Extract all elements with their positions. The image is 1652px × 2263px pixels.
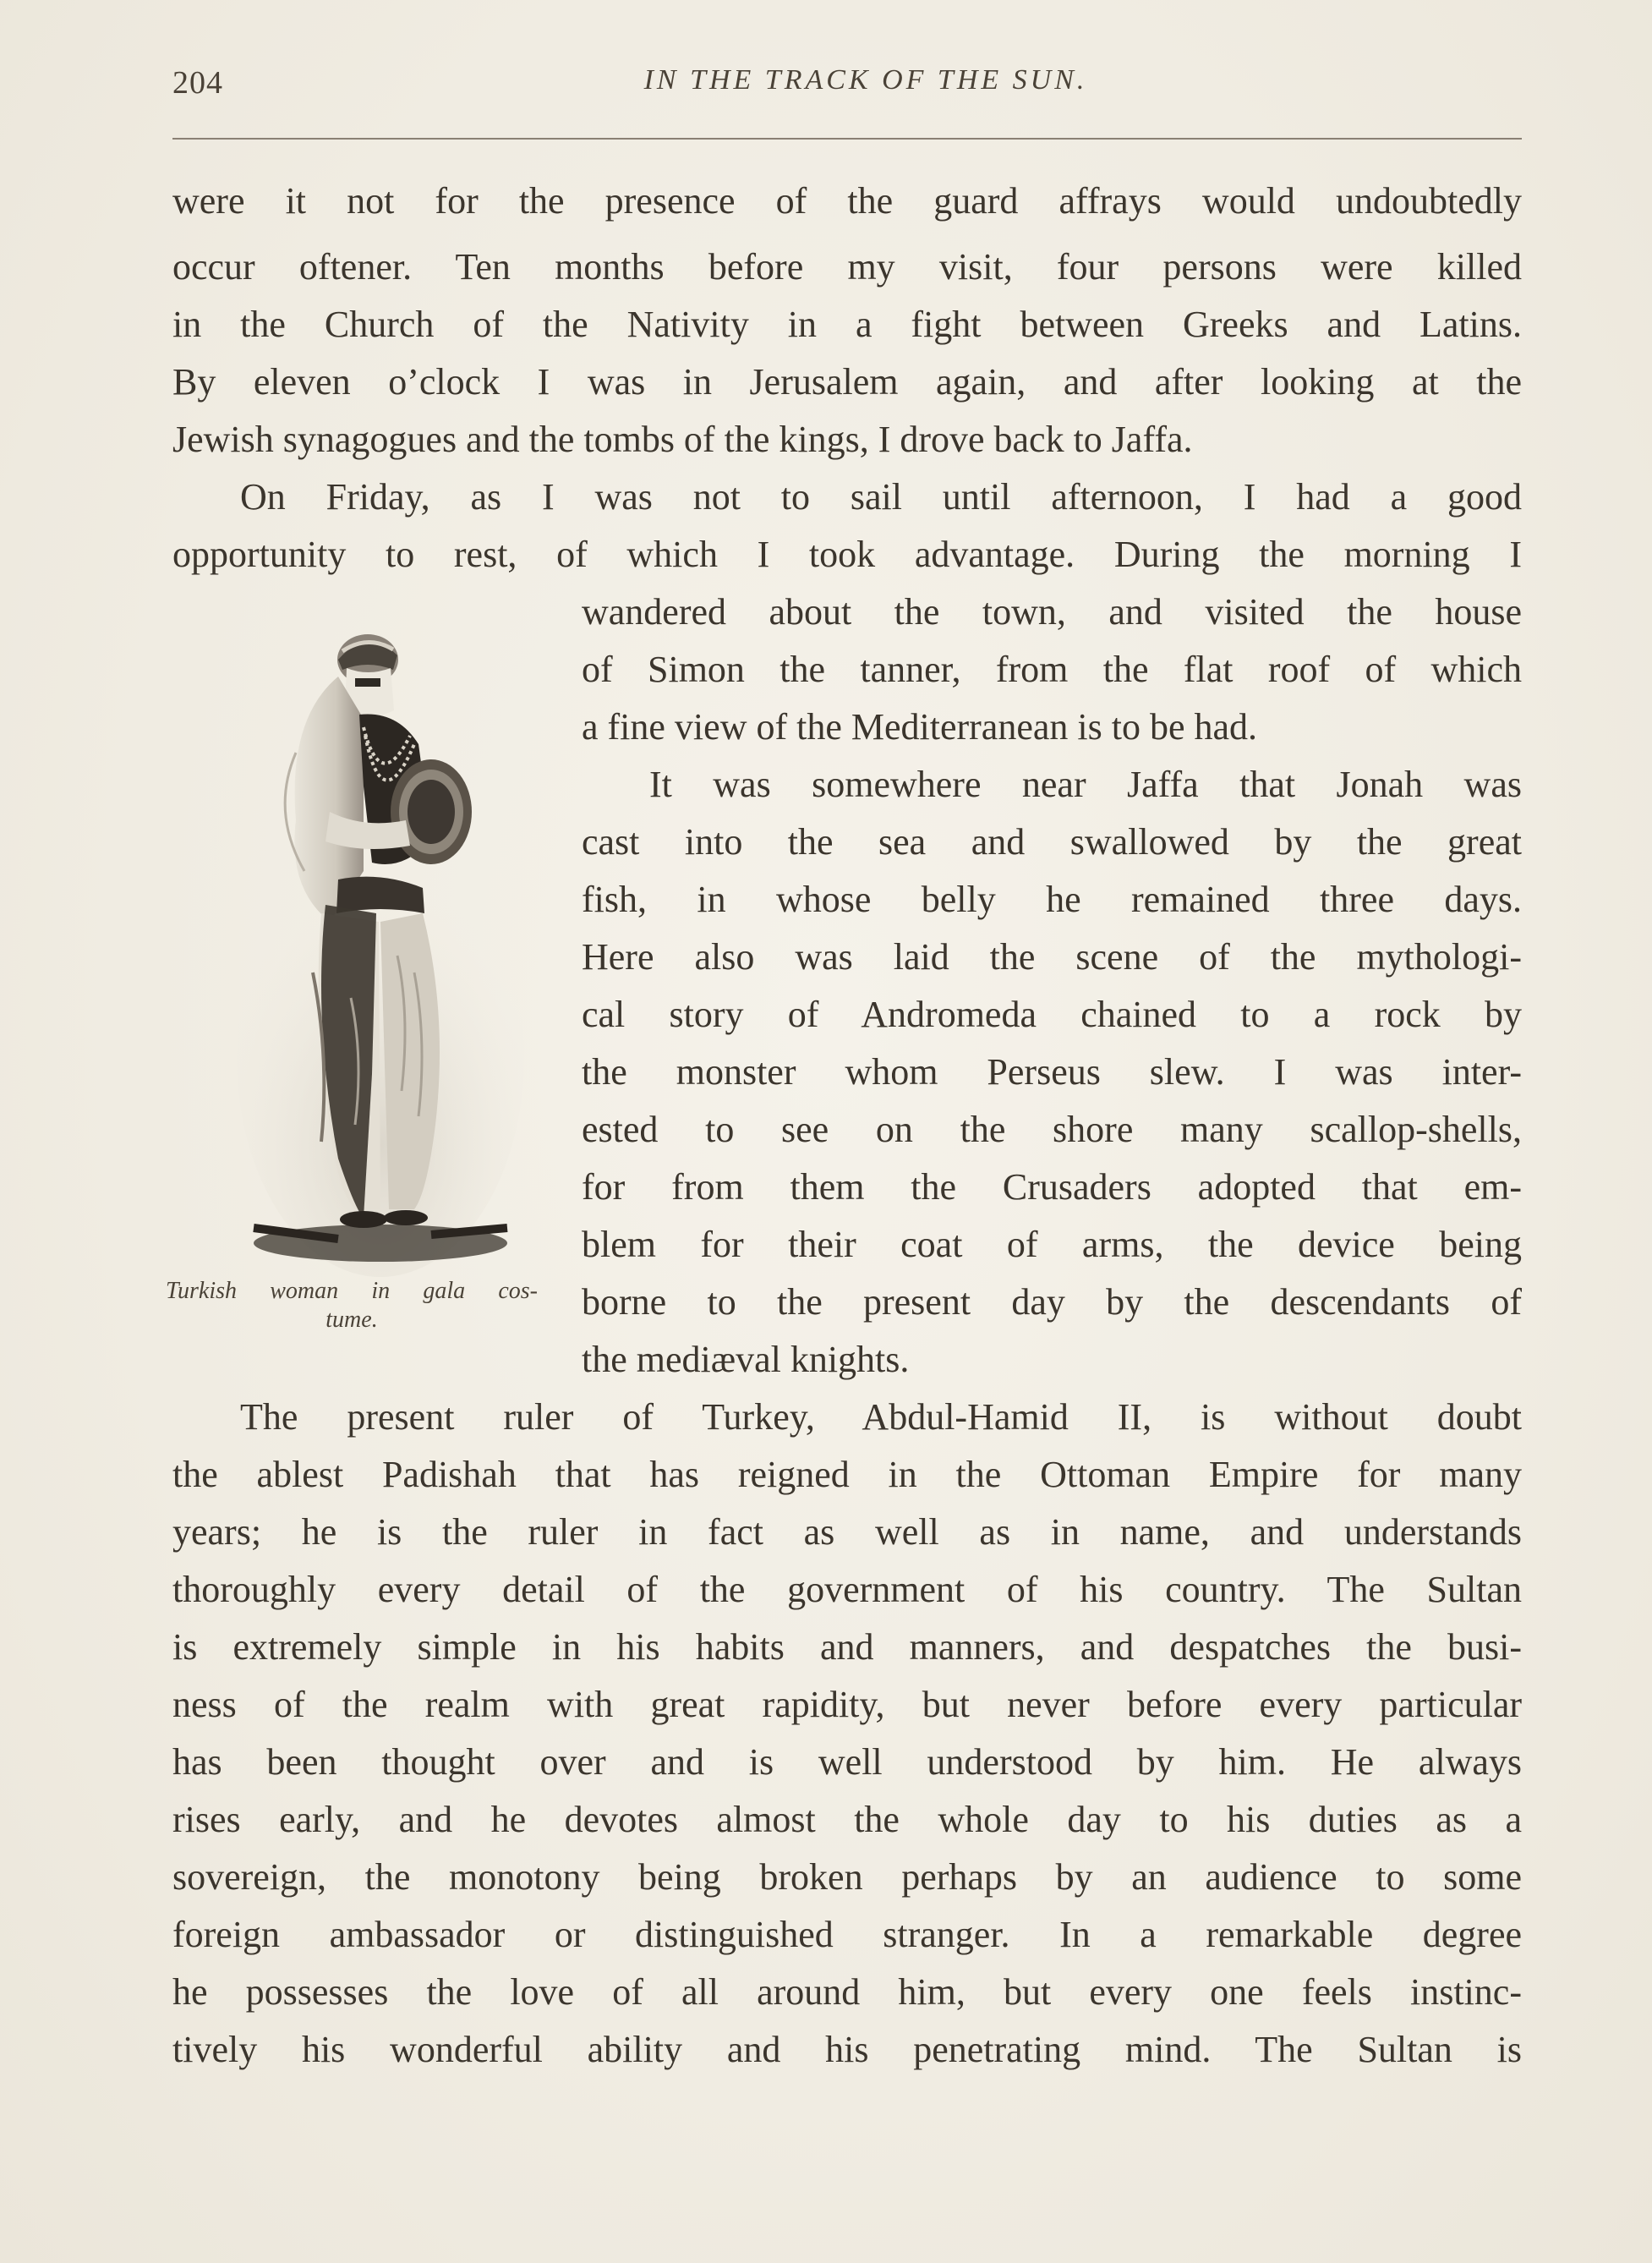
text-line: wandered about the town, and visited the house (582, 591, 1522, 633)
text-line: Here also was laid the scene of the mythologi- (582, 936, 1522, 978)
text-line: cast into the sea and swallowed by the great (582, 821, 1522, 863)
text-line: cal story of Andromeda chained to a rock by (582, 994, 1522, 1035)
text-line: fish, in whose belly he remained three days. (582, 879, 1522, 920)
text-line: has been thought over and is well understood by him. He always (172, 1741, 1522, 1783)
text-line: opportunity to rest, of which I took advantage. During the morning I (172, 534, 1522, 575)
text-line: Jewish synagogues and the tombs of the kings, I drove back to Jaffa. (172, 419, 1193, 460)
text-line: years; he is the ruler in fact as well as in name, and understands (172, 1511, 1522, 1553)
text-line: By eleven o’clock I was in Jerusalem again, and after looking at the (172, 361, 1522, 403)
text-line: borne to the present day by the descendants of (582, 1281, 1522, 1323)
text-line: blem for their coat of arms, the device being (582, 1224, 1522, 1265)
text-line: tively his wonderful ability and his penetrating mind. The Sultan is (172, 2029, 1522, 2070)
text-line: It was somewhere near Jaffa that Jonah was (649, 764, 1522, 805)
text-line: On Friday, as I was not to sail until afternoon, I had a good (240, 476, 1522, 518)
caption-line: Turkish woman in gala cos- (166, 1278, 538, 1304)
page-number: 204 (172, 65, 223, 101)
text-line: ested to see on the shore many scallop-shells, (582, 1109, 1522, 1150)
text-line: rises early, and he devotes almost the whole day to his duties as a (172, 1799, 1522, 1840)
page-header (172, 64, 1525, 115)
text-line: sovereign, the monotony being broken perhaps by an audience to some (172, 1856, 1522, 1898)
text-line: were it not for the presence of the guard affrays would undoubtedly (172, 180, 1522, 222)
text-line: a fine view of the Mediterranean is to be had. (582, 706, 1258, 748)
text-line: in the Church of the Nativity in a fight between Greeks and Latins. (172, 304, 1522, 345)
text-line: for from them the Crusaders adopted that em- (582, 1166, 1522, 1208)
text-line: the ablest Padishah that has reigned in the Ottoman Empire for many (172, 1454, 1522, 1495)
text-line: occur oftener. Ten months before my visit, four persons were killed (172, 246, 1522, 288)
text-line: The present ruler of Turkey, Abdul-Hamid II, is without doubt (240, 1396, 1522, 1438)
text-line: of Simon the tanner, from the flat roof of which (582, 649, 1522, 690)
header-rule (172, 138, 1522, 140)
figure-illustration (237, 617, 524, 1277)
text-line: the mediæval knights. (582, 1339, 910, 1380)
caption-line: tume. (325, 1307, 378, 1333)
text-line: thoroughly every detail of the government of his country. The Sultan (172, 1569, 1522, 1610)
text-line: ness of the realm with great rapidity, but never before every particular (172, 1684, 1522, 1725)
running-title: IN THE TRACK OF THE SUN. (643, 64, 1088, 96)
figure-caption (166, 1277, 546, 1334)
turkish-woman-illustration (237, 617, 524, 1277)
text-line: is extremely simple in his habits and manners, and despatches the busi- (172, 1626, 1522, 1668)
text-line: he possesses the love of all around him, but every one feels instinc- (172, 1971, 1522, 2013)
text-line: foreign ambassador or distinguished stranger. In a remarkable degree (172, 1914, 1522, 1955)
text-line: the monster whom Perseus slew. I was inter- (582, 1051, 1522, 1093)
